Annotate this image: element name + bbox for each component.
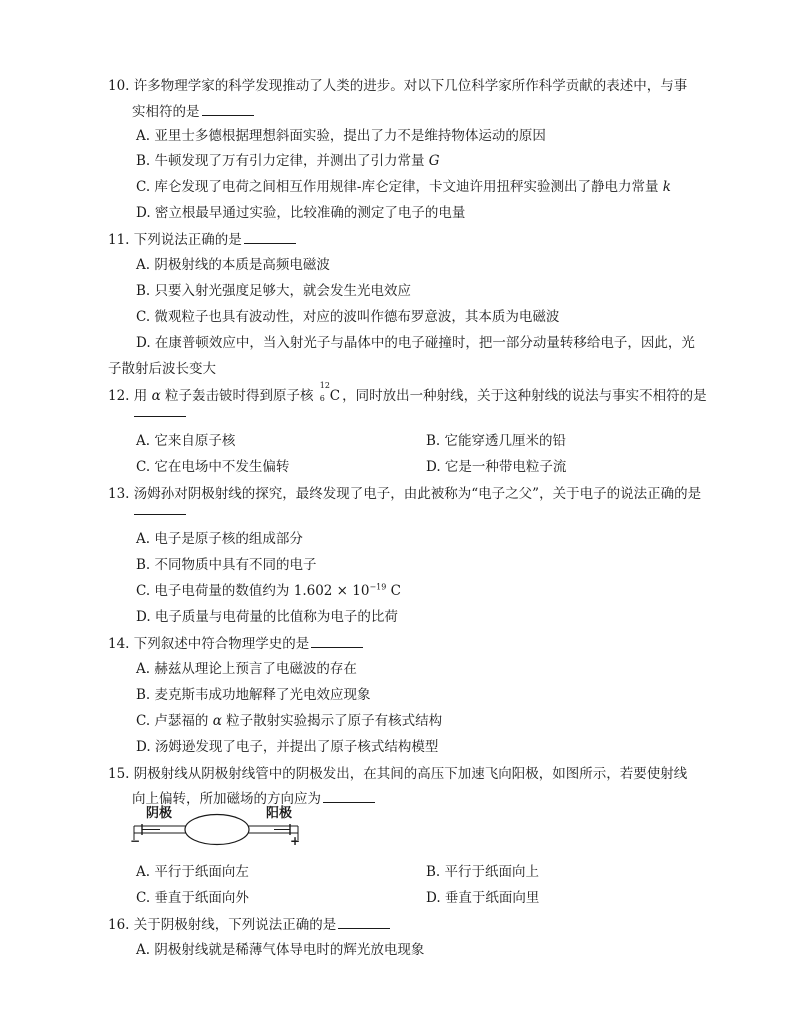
- q15-stem-line1: 15. 阴极射线从阴极射线管中的阴极发出，在其间的高压下加速飞向阳极，如图所示，若要使射线: [108, 766, 688, 782]
- q11-option-d-continued: 子散射后波长变大: [108, 361, 216, 377]
- q14-option-b[interactable]: B. 麦克斯韦成功地解释了光电效应现象: [136, 687, 371, 703]
- q15-option-d[interactable]: D. 垂直于纸面向里: [426, 890, 540, 906]
- q11-option-b[interactable]: B. 只要入射光强度足够大，就会发生光电效应: [136, 283, 412, 299]
- q14-answer-blank[interactable]: [311, 635, 363, 648]
- q12-answer-blank-line: [132, 404, 186, 421]
- q12-option-c[interactable]: C. 它在电场中不发生偏转: [136, 459, 290, 475]
- negative-terminal-sign: −: [130, 834, 141, 848]
- q13-answer-blank-line: [132, 502, 186, 519]
- q16-answer-blank[interactable]: [338, 916, 390, 929]
- q11-option-d[interactable]: D. 在康普顿效应中，当入射光子与晶体中的电子碰撞时，把一部分动量转移给电子，因此，光: [136, 335, 695, 351]
- q10-answer-blank[interactable]: [202, 103, 254, 116]
- q13-number: 13.: [108, 486, 130, 502]
- carbon-nucleus-notation: 12 6 C: [319, 381, 341, 404]
- cathode-ray-tube-figure: [128, 804, 314, 850]
- q14-option-c[interactable]: C. 卢瑟福的 α 粒子散射实验揭示了原子有核式结构: [136, 713, 443, 729]
- q16-number: 16.: [108, 917, 130, 933]
- q15-option-c[interactable]: C. 垂直于纸面向外: [136, 890, 249, 906]
- cathode-label: 阴极: [146, 806, 173, 821]
- electrostatic-constant-symbol: k: [662, 179, 671, 195]
- q15-option-b[interactable]: B. 平行于纸面向上: [426, 864, 540, 880]
- q12-option-d[interactable]: D. 它是一种带电粒子流: [426, 459, 567, 475]
- q13-stem: 13. 汤姆孙对阴极射线的探究，最终发现了电子，由此被称为“电子之父”，关于电子的说法正确的是: [108, 486, 702, 502]
- q11-number: 11.: [108, 232, 130, 248]
- q12-answer-blank[interactable]: [134, 404, 186, 417]
- q13-answer-blank[interactable]: [134, 502, 186, 515]
- tube-bulb: [185, 815, 249, 845]
- q10-option-c[interactable]: C. 库仑发现了电荷之间相互作用规律-库仑定律，卡文迪许用扭秤实验测出了静电力常量 k: [136, 179, 671, 195]
- q12-number: 12.: [108, 388, 130, 404]
- anode-label: 阳极: [266, 806, 293, 821]
- q12-option-a[interactable]: A. 它来自原子核: [136, 433, 236, 449]
- q10-option-b[interactable]: B. 牛顿发现了万有引力定律，并测出了引力常量 G: [136, 153, 440, 169]
- gravitational-constant-symbol: G: [428, 153, 440, 169]
- q11-answer-blank[interactable]: [244, 231, 296, 244]
- q12-stem: 12. 用 α 粒子轰击铍时得到原子核 12 6 C ，同时放出一种射线，关于这种射线的说法与事实不相符的是: [108, 381, 707, 404]
- q14-option-d[interactable]: D. 汤姆逊发现了电子，并提出了原子核式结构模型: [136, 739, 439, 755]
- alpha-symbol: α: [151, 388, 161, 404]
- q11-option-a[interactable]: A. 阴极射线的本质是高频电磁波: [136, 257, 330, 273]
- q10-text: 许多物理学家的科学发现推动了人类的进步。对以下几位科学家所作科学贡献的表述中，与事: [133, 78, 688, 94]
- q13-option-d[interactable]: D. 电子质量与电荷量的比值称为电子的比荷: [136, 609, 398, 625]
- q15-number: 15.: [108, 766, 130, 782]
- q16-option-a[interactable]: A. 阴极射线就是稀薄气体导电时的辉光放电现象: [136, 942, 425, 958]
- q15-answer-blank[interactable]: [323, 790, 375, 803]
- q13-option-c[interactable]: C. 电子电荷量的数值约为 $1.602 \times 10^{-19}$ C: [136, 582, 401, 599]
- q10-stem-line2: 实相符的是: [132, 100, 254, 120]
- q15-option-a[interactable]: A. 平行于纸面向左: [136, 864, 249, 880]
- q10-option-d[interactable]: D. 密立根最早通过实验，比较准确的测定了电子的电量: [136, 205, 466, 221]
- q13-option-b[interactable]: B. 不同物质中具有不同的电子: [136, 557, 317, 573]
- q11-option-c[interactable]: C. 微观粒子也具有波动性，对应的波叫作德布罗意波，其本质为电磁波: [136, 309, 560, 325]
- q10-option-a[interactable]: A. 亚里士多德根据理想斜面实验，提出了力不是维持物体运动的原因: [136, 128, 546, 144]
- electron-charge-value: 1.602 × 10: [293, 583, 370, 599]
- q13-option-a[interactable]: A. 电子是原子核的组成部分: [136, 531, 303, 547]
- q14-number: 14.: [108, 636, 130, 652]
- positive-terminal-sign: +: [290, 834, 301, 848]
- q12-option-b[interactable]: B. 它能穿透几厘米的铅: [426, 433, 567, 449]
- q16-stem: 16. 关于阴极射线，下列说法正确的是: [108, 913, 390, 933]
- q14-option-a[interactable]: A. 赫兹从理论上预言了电磁波的存在: [136, 661, 357, 677]
- q10-stem-line1: [108, 74, 687, 94]
- q15-stem-line2: 向上偏转，所加磁场的方向应为: [132, 787, 375, 807]
- q14-stem: 14. 下列叙述中符合物理学史的是: [108, 632, 363, 652]
- q10-number: 10.: [108, 78, 130, 94]
- q11-stem: 11. 下列说法正确的是: [108, 228, 296, 248]
- alpha-symbol: α: [212, 713, 222, 729]
